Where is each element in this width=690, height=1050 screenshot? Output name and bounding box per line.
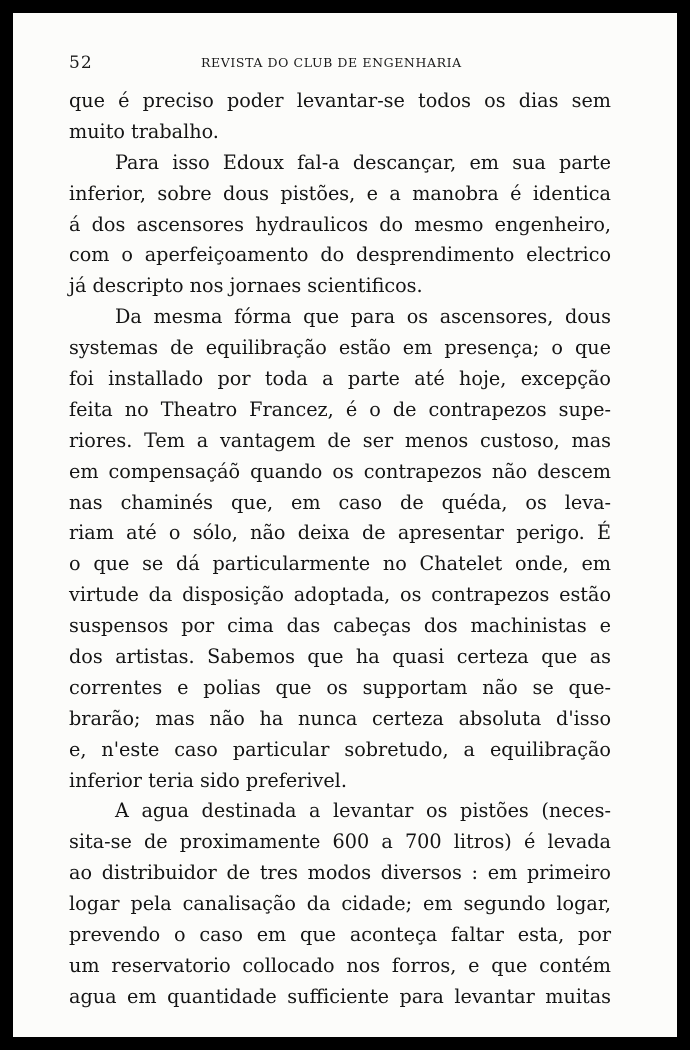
text-line: que é preciso poder levantar-se todos os dias sem bbox=[69, 89, 611, 112]
text-line: com o aperfeiçoamento do desprendimento electrico bbox=[69, 243, 611, 267]
text-line: virtude da disposição adoptada, os contrapezos estão bbox=[69, 583, 611, 607]
text-line: riores. Tem a vantagem de ser menos custoso, mas bbox=[69, 428, 611, 452]
text-line: agua em quantidade sufficiente para levantar muitas bbox=[69, 984, 611, 1008]
text-line: e, n'este caso particular sobretudo, a equilibração bbox=[69, 737, 611, 761]
text-line: suspensos por cima das cabeças dos machinistas e bbox=[69, 614, 611, 638]
paragraph-4 bbox=[69, 796, 611, 1012]
text-line: sita-se de proximamente 600 a 700 litros) é levada bbox=[69, 830, 611, 854]
text-line: Da mesma fórma que para os ascensores, dous bbox=[115, 305, 611, 329]
page-header bbox=[69, 53, 625, 77]
book-page bbox=[13, 13, 677, 1037]
text-line: riam até o sólo, não deixa de apresentar perigo. É bbox=[69, 521, 611, 545]
text-line: foi installado por toda a parte até hoje, excepção bbox=[69, 367, 611, 391]
paragraph-3 bbox=[69, 302, 611, 796]
text-line: nas chaminés que, em caso de quéda, os leva- bbox=[69, 490, 611, 514]
text-line: feita no Theatro Francez, é o de contrapezos supe- bbox=[69, 397, 611, 421]
text-line: á dos ascensores hydraulicos do mesmo engenheiro, bbox=[69, 212, 611, 236]
text-line: brarão; mas não ha nunca certeza absoluta d'isso bbox=[69, 706, 611, 730]
text-line: dos artistas. Sabemos que ha quasi certeza que as bbox=[69, 645, 611, 669]
text-line: o que se dá particularmente no Chatelet onde, em bbox=[69, 552, 611, 576]
text-line: inferior, sobre dous pistões, e a manobra é identica bbox=[69, 181, 611, 205]
text-line: já descripto nos jornaes scientificos. bbox=[69, 274, 423, 298]
paragraph-2 bbox=[69, 148, 611, 302]
body-text bbox=[69, 86, 611, 1013]
text-line: ao distribuidor de tres modos diversos : em primeiro bbox=[69, 861, 611, 885]
page-number: 52 bbox=[69, 53, 93, 73]
text-line: inferior teria sido preferivel. bbox=[69, 768, 347, 792]
text-line: em compensaçáõ quando os contrapezos não descem bbox=[69, 459, 611, 483]
text-line: muito trabalho. bbox=[69, 119, 219, 143]
text-line: um reservatorio collocado nos forros, e que contém bbox=[69, 953, 611, 977]
text-line: correntes e polias que os supportam não se que- bbox=[69, 675, 611, 699]
text-line: A agua destinada a levantar os pistões (neces- bbox=[115, 799, 611, 823]
paragraph-1 bbox=[69, 86, 611, 148]
text-line: systemas de equilibração estão em presença; o que bbox=[69, 336, 611, 360]
text-line: prevendo o caso em que aconteça faltar esta, por bbox=[69, 923, 611, 947]
running-title: REVISTA DO CLUB DE ENGENHARIA bbox=[201, 55, 462, 70]
text-line: Para isso Edoux fal-a descançar, em sua parte bbox=[115, 150, 611, 174]
text-line: logar pela canalisação da cidade; em segundo logar, bbox=[69, 892, 611, 916]
